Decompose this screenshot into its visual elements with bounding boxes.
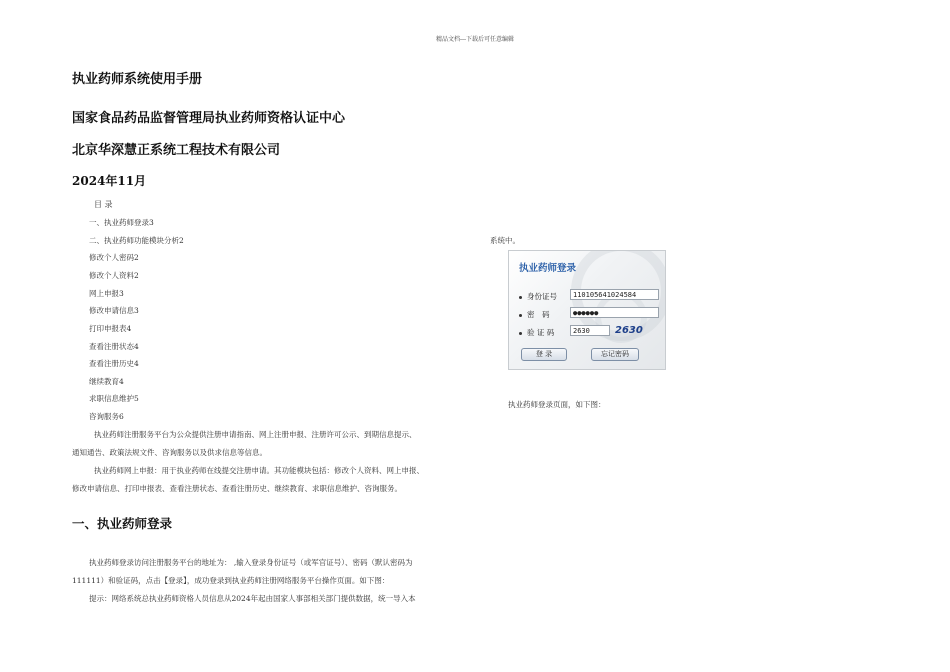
toc-item[interactable]: 修改个人资料2: [89, 271, 139, 280]
captcha-label: 验 证 码: [519, 327, 554, 338]
login-instructions-line: 执业药师登录访问注册服务平台的地址为： ,输入登录身份证号（或军官证号）、密码（默认密码为: [89, 558, 413, 567]
modules-paragraph-line: 修改申请信息、打印申报表、查看注册状态、查看注册历史、继续教育、求职信息维护、咨询服务。: [72, 484, 402, 493]
document-title: 执业药师系统使用手册: [72, 72, 203, 87]
intro-paragraph-line: 执业药师注册服务平台为公众提供注册申请指南、网上注册申报、注册许可公示、到期信息提示、: [94, 430, 417, 439]
captcha-input[interactable]: 2630: [570, 325, 610, 336]
forgot-password-button[interactable]: 忘记密码: [591, 348, 639, 361]
toc-item[interactable]: 求职信息维护5: [89, 394, 139, 403]
login-panel-screenshot: [508, 250, 666, 370]
password-label: 密 码: [519, 309, 550, 320]
password-input[interactable]: ●●●●●●: [570, 307, 659, 318]
intro-paragraph-line: 通知通告、政策法规文件、咨询服务以及供求信息等信息。: [72, 448, 267, 457]
company-name: 北京华深慧正系统工程技术有限公司: [72, 143, 281, 158]
login-panel-title: 执业药师登录: [519, 263, 577, 274]
toc-item[interactable]: 查看注册状态4: [89, 342, 139, 351]
continuation-text: 系统中。: [490, 236, 520, 245]
toc-item[interactable]: 二、执业药师功能模块分析2: [89, 236, 184, 245]
toc-item[interactable]: 打印申报表4: [89, 324, 132, 333]
id-number-input[interactable]: 110105641024584: [570, 289, 659, 300]
captcha-image: 2630: [615, 325, 643, 336]
bullet-icon: [519, 296, 522, 299]
toc-item[interactable]: 继续教育4: [89, 377, 124, 386]
toc-item[interactable]: 修改个人密码2: [89, 253, 139, 262]
toc-item[interactable]: 查看注册历史4: [89, 359, 139, 368]
bullet-icon: [519, 332, 522, 335]
section-heading-login: 一、执业药师登录: [72, 516, 173, 531]
bullet-icon: [519, 314, 522, 317]
modules-paragraph-line: 执业药师网上申报：用于执业药师在线提交注册申请。其功能模块包括：修改个人资料、网上申报、: [94, 466, 424, 475]
id-number-label: 身份证号: [519, 291, 557, 302]
toc-heading: 目 录: [94, 200, 113, 209]
toc-item[interactable]: 修改申请信息3: [89, 306, 139, 315]
toc-item[interactable]: 网上申报3: [89, 289, 124, 298]
login-note-line: 提示：网络系统总执业药师资格人员信息从2024年起由国家人事部相关部门提供数据，统一导入本: [89, 594, 416, 603]
page-watermark: 精品文档---下载后可任意编辑: [435, 36, 515, 43]
login-button[interactable]: 登 录: [521, 348, 567, 361]
document-date: 2024年11月: [72, 174, 147, 188]
organization-name: 国家食品药品监督管理局执业药师资格认证中心: [72, 111, 346, 126]
login-instructions-line: 111111）和验证码，点击【登录】，成功登录到执业药师注册网络服务平台操作页面。如下图：: [72, 576, 390, 585]
toc-item[interactable]: 一、执业药师登录3: [89, 218, 154, 227]
figure-caption: 执业药师登录页面，如下图：: [508, 400, 606, 409]
toc-item[interactable]: 咨询服务6: [89, 412, 124, 421]
